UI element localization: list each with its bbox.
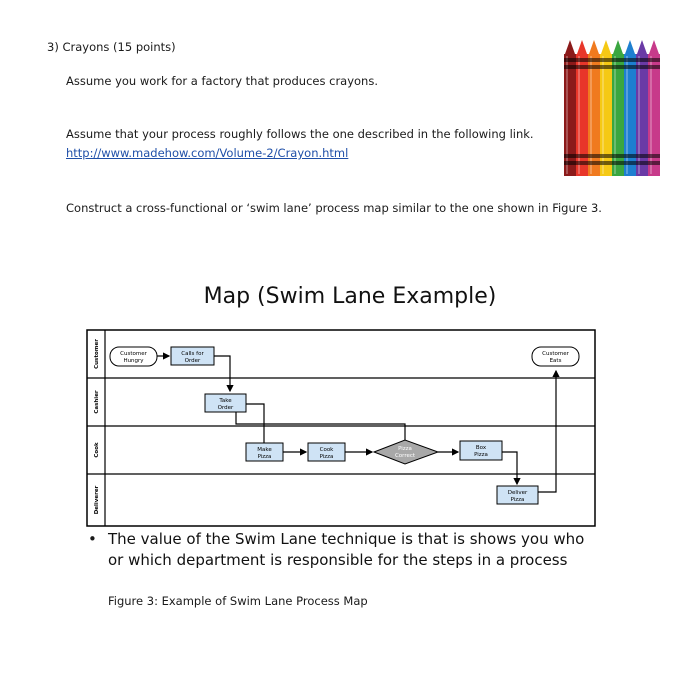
node-customer-eats-line1: Customer xyxy=(542,351,569,357)
lane-label-customer: Customer xyxy=(94,339,100,369)
bullet-dot: • xyxy=(88,530,97,548)
node-customer-hungry-line2: Hungry xyxy=(123,358,144,364)
node-cook-pizza-line1: Cook xyxy=(319,447,334,453)
node-take-order-line2: Order xyxy=(217,405,234,411)
lane-label-cashier: Cashier xyxy=(94,390,100,414)
crayon-link[interactable]: http://www.madehow.com/Volume-2/Crayon.html xyxy=(66,146,349,160)
node-take-order-line1: Take xyxy=(219,398,232,404)
node-calls-for-order-line1: Calls for xyxy=(181,351,204,357)
node-box-pizza-line1: Box xyxy=(475,445,487,451)
bullet-line-2: or which department is responsible for the steps in a process xyxy=(108,551,568,569)
node-cook-pizza-line2: Pizza xyxy=(319,454,334,460)
node-customer-eats-line2: Eats xyxy=(549,358,562,364)
diagram-title: Map (Swim Lane Example) xyxy=(203,284,497,309)
node-pizza-correct-line1: Pizza xyxy=(398,446,412,452)
node-pizza-correct-line2: Correct xyxy=(394,453,416,459)
question-heading: 3) Crayons (15 points) xyxy=(47,40,176,54)
node-deliver-pizza-line1: Deliver xyxy=(507,490,528,496)
node-deliver-pizza-line2: Pizza xyxy=(510,497,525,503)
lane-label-cook: Cook xyxy=(94,442,100,458)
figure-caption: Figure 3: Example of Swim Lane Process Map xyxy=(108,594,368,608)
question-line-3: Construct a cross-functional or ‘swim lane’ process map similar to the one shown in Figure 3. xyxy=(66,201,602,215)
node-box-pizza-line2: Pizza xyxy=(474,452,488,458)
lane-label-deliverer: Deliverer xyxy=(94,485,100,515)
question-line-2: Assume that your process roughly follows the one described in the following link. xyxy=(66,127,534,141)
question-line-1: Assume you work for a factory that produces crayons. xyxy=(66,74,378,88)
node-make-pizza-line1: Make xyxy=(257,447,272,453)
node-customer-hungry-line1: Customer xyxy=(120,351,147,357)
node-calls-for-order-line2: Order xyxy=(184,358,201,364)
bullet-line-1: The value of the Swim Lane technique is that is shows you who xyxy=(108,530,585,548)
node-make-pizza-line2: Pizza xyxy=(257,454,272,460)
